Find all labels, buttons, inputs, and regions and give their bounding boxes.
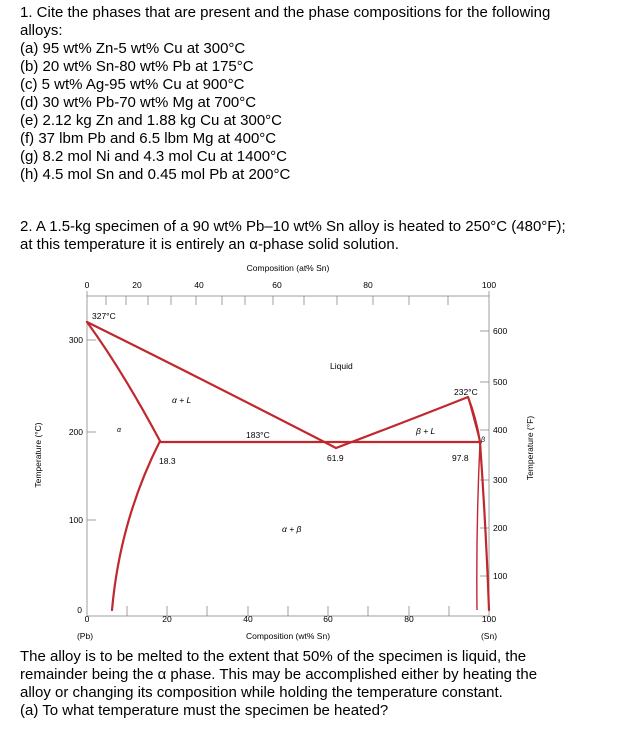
bottom-axis-title: Composition (wt% Sn) [245, 631, 331, 641]
sn-end-label: (Sn) [480, 631, 498, 641]
bottom-tick-label: 60 [323, 614, 333, 624]
beta-boundary [468, 397, 489, 610]
alpha-plus-beta-label: α + β [282, 524, 302, 534]
question-2-tail-line-1: The alloy is to be melted to the extent that 50% of the specimen is liquid, the [20, 648, 527, 665]
bottom-tick-label: 0 [84, 614, 90, 624]
alloy-item-a: (a) 95 wt% Zn-5 wt% Cu at 300°C [20, 40, 246, 57]
beta-region-label: β [481, 437, 485, 444]
alloy-item-d: (d) 30 wt% Pb-70 wt% Mg at 700°C [20, 94, 257, 111]
right-tick-label: 500 [493, 377, 508, 387]
alpha-region-label: α [117, 427, 121, 434]
right-tick-label: 400 [493, 425, 508, 435]
bottom-axis-tick-labels [85, 614, 497, 624]
beta-composition-label: 97.8 [452, 453, 469, 463]
left-axis-title: Temperature (°C) [33, 422, 43, 488]
beta-plus-liquid-label: β + L [416, 426, 436, 436]
question-1-intro: 1. Cite the phases that are present and the phase compositions for the following [20, 4, 551, 21]
top-axis-tick-labels [85, 280, 497, 290]
alpha-plus-liquid-label: α + L [172, 395, 192, 405]
alloy-item-e: (e) 2.12 kg Zn and 1.88 kg Cu at 300°C [20, 112, 282, 129]
top-tick-label: 100 [481, 280, 497, 290]
bottom-tick-label: 100 [481, 614, 497, 624]
question-1-intro-cont: alloys: [20, 22, 63, 39]
right-axis-title: Temperature (°F) [525, 415, 535, 481]
question-1 [20, 4, 616, 184]
sn-melting-point-label: 232°C [454, 387, 478, 397]
eutectic-temperature-label: 183°C [246, 430, 270, 440]
question-2 [20, 218, 616, 254]
pb-melting-point-label: 327°C [92, 311, 116, 321]
top-axis-title: Composition (at% Sn) [246, 263, 330, 273]
top-axis-ticks [87, 291, 489, 305]
bottom-tick-label: 80 [404, 614, 414, 624]
pb-end-label: (Pb) [76, 631, 94, 641]
top-tick-label: 0 [84, 280, 90, 290]
left-tick-label: 0 [77, 605, 82, 615]
left-tick-label: 100 [68, 515, 83, 525]
left-axis-tick-labels [69, 335, 83, 615]
right-tick-label: 100 [493, 571, 508, 581]
question-2-tail-line-3: alloy or changing its composition while holding the temperature constant. [20, 684, 503, 701]
solvus-left [112, 441, 160, 610]
left-tick-label: 300 [68, 335, 83, 345]
bottom-tick-label: 40 [243, 614, 253, 624]
bottom-axis-ticks [127, 606, 449, 616]
top-tick-label: 80 [363, 280, 373, 290]
bottom-tick-label: 20 [162, 614, 172, 624]
question-2-line-2: at this temperature it is entirely an α-phase solid solution. [20, 236, 399, 253]
top-tick-label: 20 [132, 280, 142, 290]
liquidus-right [336, 397, 468, 448]
question-2-line-1: 2. A 1.5-kg specimen of a 90 wt% Pb–10 wt% Sn alloy is heated to 250°C (480°F); [20, 218, 566, 235]
top-tick-label: 60 [272, 280, 282, 290]
eutectic-composition-label: 61.9 [327, 453, 344, 463]
liquidus-left [87, 322, 336, 448]
question-2-tail-line-4: (a) To what temperature must the specimen be heated? [20, 702, 389, 719]
right-tick-label: 600 [493, 326, 508, 336]
right-tick-label: 200 [493, 523, 508, 533]
alloy-item-f: (f) 37 lbm Pb and 6.5 lbm Mg at 400°C [20, 130, 277, 147]
alpha-composition-label: 18.3 [159, 456, 176, 466]
left-tick-label: 200 [68, 427, 83, 437]
question-2-tail-line-2: remainder being the α phase. This may be accomplished either by heating the [20, 666, 538, 683]
pb-sn-phase-diagram [0, 258, 626, 648]
left-axis-ticks [87, 340, 96, 520]
alloy-item-g: (g) 8.2 mol Ni and 4.3 mol Cu at 1400°C [20, 148, 287, 165]
plot-frame [87, 296, 489, 616]
right-tick-label: 300 [493, 475, 508, 485]
alloy-item-b: (b) 20 wt% Sn-80 wt% Pb at 175°C [20, 58, 254, 75]
alloy-item-h: (h) 4.5 mol Sn and 0.45 mol Pb at 200°C [20, 166, 291, 183]
top-tick-label: 40 [194, 280, 204, 290]
liquid-region-label: Liquid [330, 361, 353, 371]
alloy-item-c: (c) 5 wt% Ag-95 wt% Cu at 900°C [20, 76, 245, 93]
phase-boundaries [87, 322, 489, 610]
right-axis-tick-labels [493, 326, 507, 581]
question-2-continuation [20, 648, 616, 720]
